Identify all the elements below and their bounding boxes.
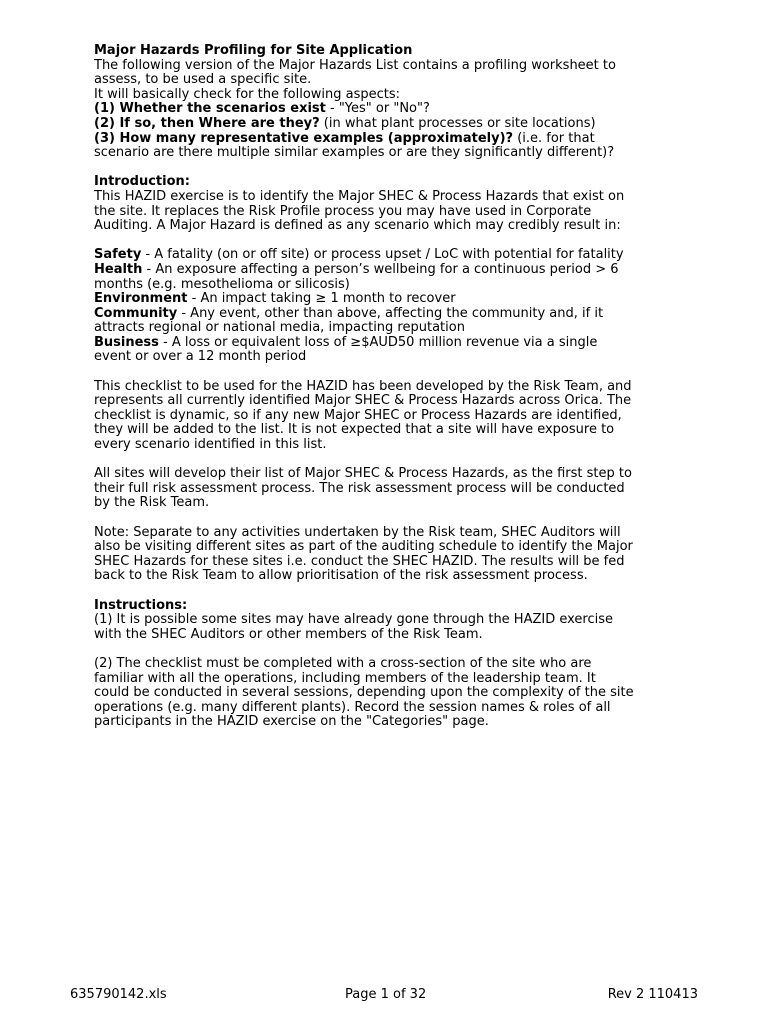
aspect-item: (3) How many representative examples (approximately)? (i.e. for that scenario are there multiple similar examples or are they significantly different)? <box>94 130 615 161</box>
footer-revision: Rev 2 110413 <box>607 987 698 1002</box>
definition-business: Business - A loss or equivalent loss of ≥$AUD50 million revenue via a single event or over a 12 month period <box>94 334 598 365</box>
intro-line: It will basically check for the following aspects: <box>94 86 401 102</box>
instruction-item: (2) The checklist must be completed with a cross-section of the site who are familiar with all the operations, including members of the leadership team. It could be conducted in several sessions, depending upon the complexity of the site operations (e.g. many different plants). Record the session names & roles of all participants in the HAZID exercise on the "Categories" page. <box>94 655 634 730</box>
definition-community: Community - Any event, other than above, affecting the community and, if it attracts regional or national media, impacting reputation <box>94 305 604 336</box>
page-footer <box>0 987 768 1003</box>
definition-safety: Safety - A fatality (on or off site) or process upset / LoC with potential for fatality <box>94 247 624 263</box>
intro-line: The following version of the Major Hazards List contains a profiling worksheet to assess, to be used a specific site. <box>94 57 616 88</box>
note-paragraph: Note: Separate to any activities undertaken by the Risk team, SHEC Auditors will also be visiting different sites as part of the auditing schedule to identify the Major SHEC Hazards for these sites i.e. conduct the SHEC HAZID. The results will be fed back to the Risk Team to allow prioritisation of the risk assessment process. <box>94 524 633 584</box>
document-body <box>94 44 634 730</box>
checklist-paragraph: This checklist to be used for the HAZID has been developed by the Risk Team, and represents all currently identified Major SHEC & Process Hazards across Orica. The checklist is dynamic, so if any new Major SHEC or Process Hazards are identified, they will be added to the list. It is not expected that a site will have exposure to every scenario identified in this list. <box>94 378 632 453</box>
footer-filename: 635790142.xls <box>70 987 167 1002</box>
introduction-text: This HAZID exercise is to identify the Major SHEC & Process Hazards that exist on the site. It replaces the Risk Profile process you may have used in Corporate Auditing. A Major Hazard is defined as any scenario which may credibly result in: <box>94 188 625 234</box>
footer-page-number: Page 1 of 32 <box>345 987 427 1002</box>
definition-environment: Environment - An impact taking ≥ 1 month to recover <box>94 291 456 307</box>
aspect-item: (1) Whether the scenarios exist - "Yes" or "No"? <box>94 101 430 117</box>
risk-assessment-paragraph: All sites will develop their list of Major SHEC & Process Hazards, as the first step to their full risk assessment process. The risk assessment process will be conducted by the Risk Team. <box>94 466 632 511</box>
document-title: Major Hazards Profiling for Site Application <box>94 43 413 58</box>
definition-health: Health - An exposure affecting a person’s wellbeing for a continuous period > 6 months (e.g. mesothelioma or silicosis) <box>94 261 619 292</box>
instructions-heading: Instructions: <box>94 597 188 613</box>
introduction-heading: Introduction: <box>94 174 190 190</box>
aspect-item: (2) If so, then Where are they? (in what plant processes or site locations) <box>94 115 596 131</box>
instruction-item: (1) It is possible some sites may have already gone through the HAZID exercise with the SHEC Auditors or other members of the Risk Team. <box>94 612 614 642</box>
